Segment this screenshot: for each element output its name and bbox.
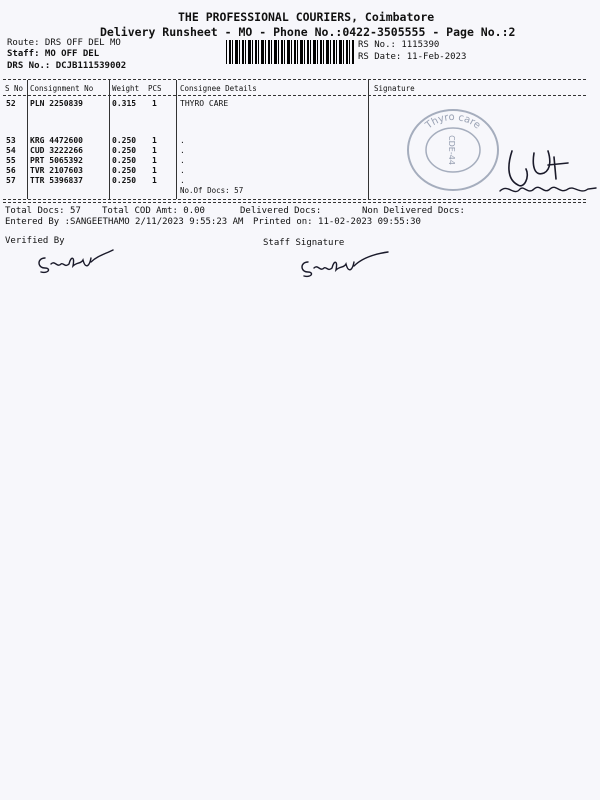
table-row-pcs: 1: [152, 176, 157, 185]
runsheet-title: Delivery Runsheet - MO - Phone No.:0422-3505555 - Page No.:2: [100, 25, 516, 39]
table-row-weight: 0.250: [112, 146, 137, 155]
staff-signature-label: Staff Signature: [263, 238, 345, 248]
header-pcs: PCS: [148, 84, 162, 93]
table-row-consignment: KRG 4472600: [30, 136, 83, 145]
table-row-consignee: .: [180, 176, 185, 185]
stamp-center-text: CDE-44: [447, 135, 456, 165]
table-row-sno: 57: [6, 176, 16, 185]
route-info: Route: DRS OFF DEL MO: [7, 38, 121, 48]
company-stamp: [405, 106, 501, 192]
table-row-sno: 52: [6, 99, 16, 108]
no-of-docs: No.Of Docs: 57: [180, 186, 244, 195]
drs-number: DRS No.: DCJB111539002: [7, 61, 127, 71]
company-title: THE PROFESSIONAL COURIERS, Coimbatore: [178, 10, 435, 24]
table-row-pcs: 1: [152, 156, 157, 165]
barcode: [226, 40, 354, 64]
table-row-consignee: .: [180, 136, 185, 145]
header-consignment: Consignment No: [30, 84, 94, 93]
table-row-consignment: TVR 2107603: [30, 166, 83, 175]
table-row-consignee: .: [180, 166, 185, 175]
table-row-consignment: CUD 3222266: [30, 146, 83, 155]
table-row-consignment: PLN 2250839: [30, 99, 83, 108]
table-row-weight: 0.250: [112, 166, 137, 175]
entered-by: Entered By :SANGEETHAMO 2/11/2023 9:55:23 AM: [5, 217, 244, 227]
table-row-consignment: TTR 5396837: [30, 176, 83, 185]
header-consignee: Consignee Details: [180, 84, 257, 93]
table-header-rule: [3, 95, 586, 96]
verified-by-label: Verified By: [5, 236, 65, 246]
receiver-signature: [488, 143, 598, 203]
table-row-pcs: 1: [152, 136, 157, 145]
rs-number: RS No.: 1115390: [358, 40, 440, 50]
stamp-top-text: Thyro care: [423, 111, 483, 132]
table-row-weight: 0.250: [112, 176, 137, 185]
rs-date: RS Date: 11-Feb-2023: [358, 52, 467, 62]
header-sno: S No: [5, 84, 24, 93]
table-row-consignee: THYRO CARE: [180, 99, 229, 108]
total-docs: Total Docs: 57: [5, 206, 81, 216]
table-row-sno: 54: [6, 146, 16, 155]
verifier-signature: [35, 246, 115, 278]
table-top-rule: [3, 79, 586, 80]
table-row-weight: 0.250: [112, 136, 137, 145]
table-row-consignee: .: [180, 156, 185, 165]
table-row-pcs: 1: [152, 166, 157, 175]
table-row-sno: 55: [6, 156, 16, 165]
table-row-weight: 0.250: [112, 156, 137, 165]
header-signature: Signature: [374, 84, 415, 93]
table-row-consignment: PRT 5065392: [30, 156, 83, 165]
table-row-pcs: 1: [152, 146, 157, 155]
table-row-consignee: .: [180, 146, 185, 155]
table-row-sno: 53: [6, 136, 16, 145]
total-cod-amount: Total COD Amt: 0.00: [102, 206, 205, 216]
delivered-docs: Delivered Docs:: [240, 206, 322, 216]
table-row-sno: 56: [6, 166, 16, 175]
non-delivered-docs: Non Delivered Docs:: [362, 206, 465, 216]
table-row-weight: 0.315: [112, 99, 137, 108]
header-weight: Weight: [112, 84, 140, 93]
staff-info: Staff: MO OFF DEL: [7, 49, 100, 59]
table-row-pcs: 1: [152, 99, 157, 108]
staff-signature: [296, 248, 392, 282]
printed-on: Printed on: 11-02-2023 09:55:30: [253, 217, 421, 227]
